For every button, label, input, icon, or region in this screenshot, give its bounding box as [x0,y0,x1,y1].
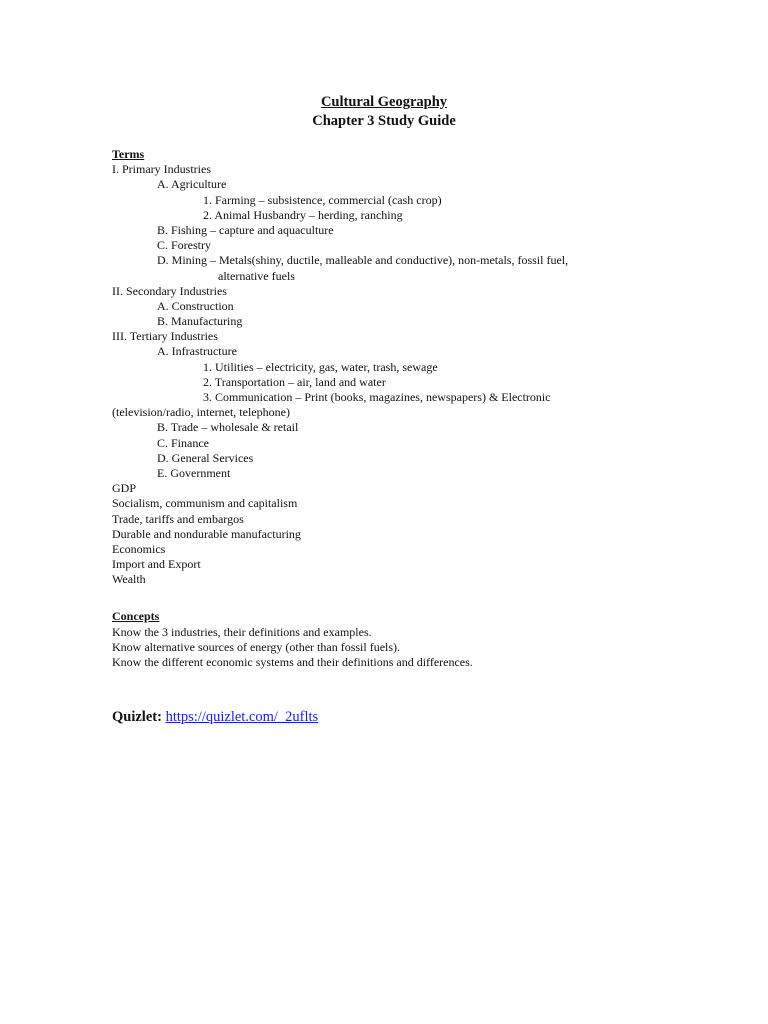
concept-item: Know the 3 industries, their definitions and examples. [112,624,372,639]
term-item: alternative fuels [218,268,295,283]
title-block [0,94,768,130]
term-item: III. Tertiary Industries [112,329,218,344]
term-item: Trade, tariffs and embargos [112,511,244,526]
term-item: B. Fishing – capture and aquaculture [157,222,334,237]
term-item: Durable and nondurable manufacturing [112,526,301,541]
concepts-list [112,625,672,671]
term-item: Wealth [112,572,146,587]
concept-item: Know the different economic systems and their definitions and differences. [112,655,473,669]
term-item: Import and Export [112,557,201,572]
term-item: (television/radio, internet, telephone) [112,405,290,420]
term-item: D. Mining – Metals(shiny, ductile, malleable and conductive), non-metals, fossil fuel, [157,253,569,268]
document-title: Cultural Geography [320,94,448,110]
term-item: 2. Animal Husbandry – herding, ranching [203,207,403,222]
term-item: 1. Farming – subsistence, commercial (cash crop) [203,192,442,207]
term-item: C. Forestry [157,238,211,253]
term-item: B. Trade – wholesale & retail [157,420,299,435]
term-item: GDP [112,481,137,496]
term-item: A. Infrastructure [157,344,237,359]
term-item: Economics [112,541,166,556]
study-guide-content [112,147,672,726]
term-item: Socialism, communism and capitalism [112,496,298,511]
term-item: C. Finance [157,435,209,450]
term-item: B. Manufacturing [157,314,243,329]
term-item: A. Construction [157,298,234,313]
term-item: 2. Transportation – air, land and water [203,374,386,389]
document-subtitle: Chapter 3 Study Guide [312,113,456,129]
term-item: A. Agriculture [157,177,227,192]
quizlet-label: Quizlet: [112,709,162,726]
term-item: D. General Services [157,450,254,465]
term-item: 1. Utilities – electricity, gas, water, trash, sewage [203,359,438,374]
concepts-heading: Concepts [112,609,160,624]
term-item: II. Secondary Industries [112,283,227,298]
term-item: E. Government [157,465,231,480]
term-item: I. Primary Industries [112,162,211,177]
quizlet-link[interactable]: https://quizlet.com/_2uflts [165,709,319,726]
terms-heading: Terms [112,147,145,161]
concept-item: Know alternative sources of energy (other than fossil fuels). [112,639,401,654]
term-item: 3. Communication – Print (books, magazines, newspapers) & Electronic [203,390,551,404]
quizlet-line [112,708,672,726]
terms-list [112,162,672,587]
